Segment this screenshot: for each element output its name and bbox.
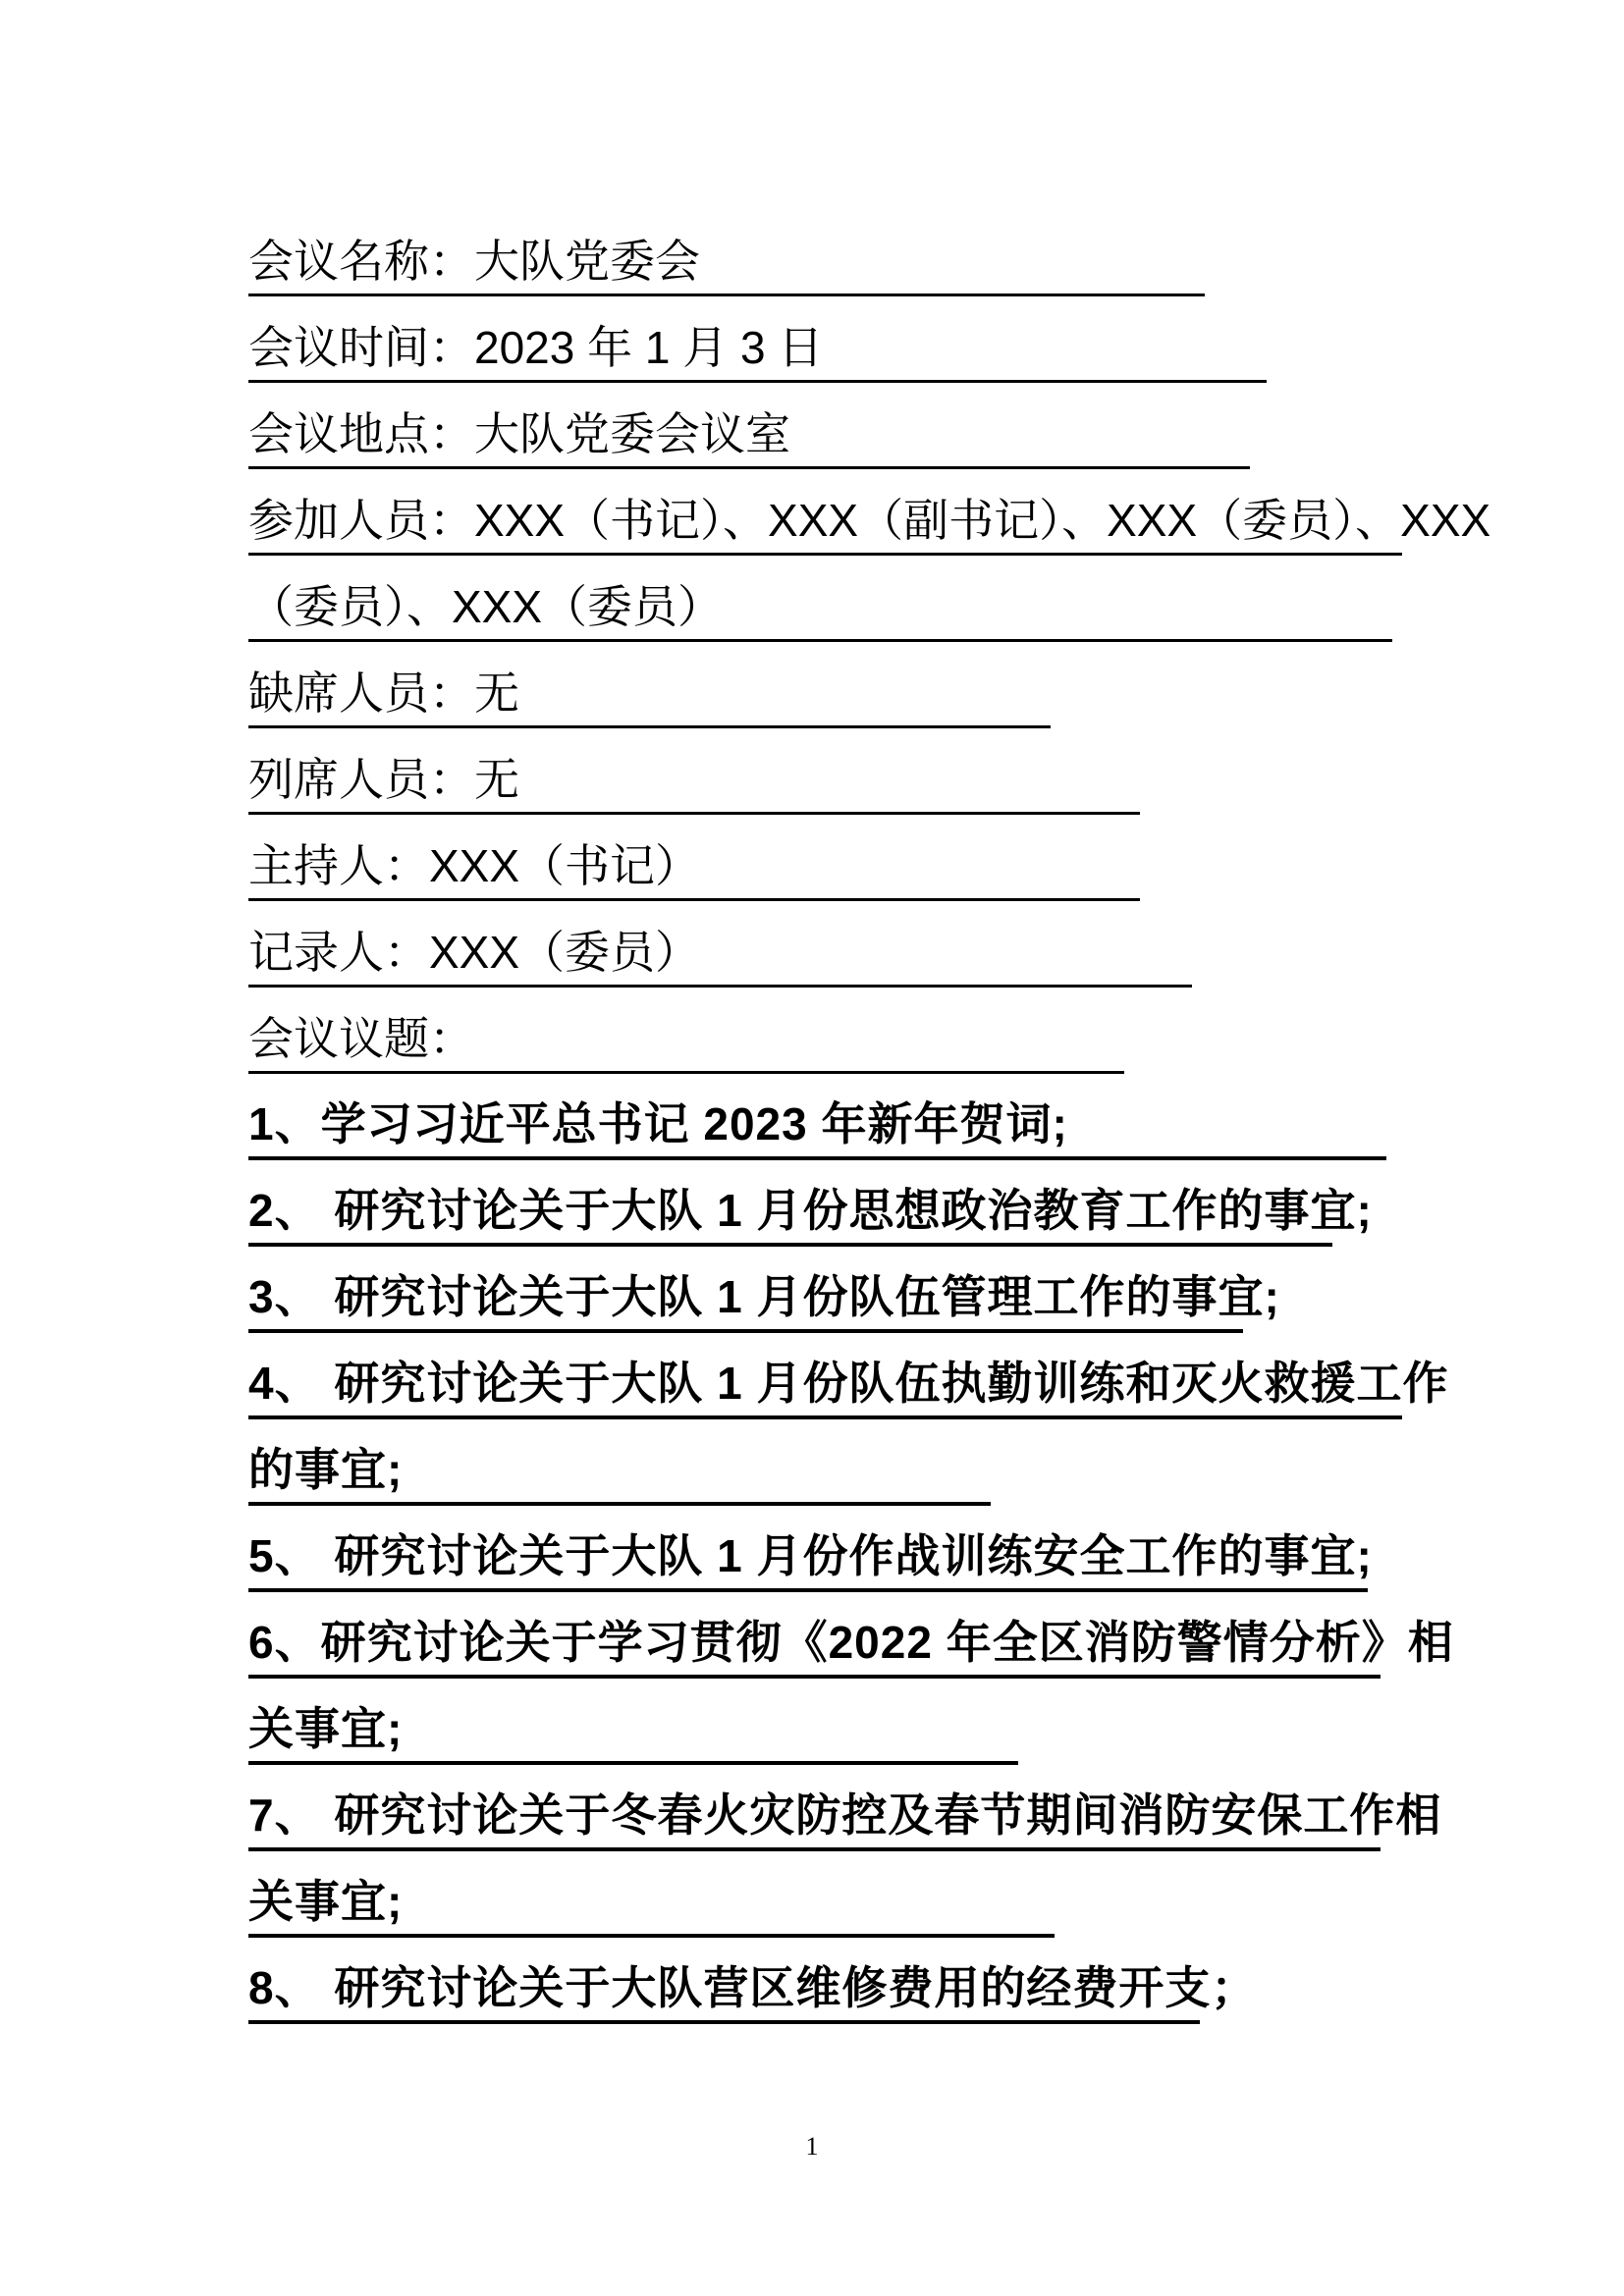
- form-line-text: 会议名称：大队党委会: [248, 237, 1205, 296]
- form-line-text: 7、 研究讨论关于冬春火灾防控及春节期间消防安保工作相: [248, 1790, 1380, 1851]
- form-line-text: （委员）、XXX（委员）: [248, 582, 1392, 642]
- form-line-text: 记录人：XXX（委员）: [248, 928, 1192, 988]
- form-line: [248, 1938, 1486, 2024]
- form-line: [248, 642, 1486, 728]
- form-line-text: 缺席人员：无: [248, 668, 1051, 728]
- page-number: 1: [805, 2132, 819, 2161]
- form-line: [248, 383, 1486, 469]
- form-line: [248, 1765, 1486, 1851]
- form-line-text: 4、 研究讨论关于大队 1 月份队伍执勤训练和灭火救援工作: [248, 1359, 1402, 1419]
- form-line-text: 3、 研究讨论关于大队 1 月份队伍管理工作的事宜;: [248, 1272, 1243, 1333]
- form-line-text: 1、学习习近平总书记 2023 年新年贺词;: [248, 1099, 1386, 1160]
- form-line-text: 主持人：XXX（书记）: [248, 841, 1140, 901]
- meeting-minutes-form: [248, 210, 1491, 2024]
- form-line: [248, 728, 1486, 815]
- form-line: [248, 988, 1486, 1074]
- form-line-text: 会议时间：2023 年 1 月 3 日: [248, 323, 1267, 383]
- form-line: [248, 1160, 1486, 1247]
- form-line: [248, 1679, 1486, 1765]
- form-line: [248, 1851, 1486, 1938]
- form-line-text: 5、 研究讨论关于大队 1 月份作战训练安全工作的事宜;: [248, 1531, 1368, 1592]
- form-line: [248, 1506, 1486, 1592]
- form-line: [248, 1333, 1486, 1419]
- form-line-text: 6、研究讨论关于学习贯彻《2022 年全区消防警情分析》相: [248, 1618, 1380, 1679]
- form-line-text: 关事宜;: [248, 1704, 1018, 1765]
- form-line: [248, 1074, 1486, 1160]
- form-line-text: 列席人员：无: [248, 755, 1140, 815]
- form-line-text: 的事宜;: [248, 1445, 991, 1506]
- form-line: [248, 469, 1491, 556]
- form-line: [248, 296, 1486, 383]
- form-line-text: 8、 研究讨论关于大队营区维修费用的经费开支；: [248, 1963, 1200, 2024]
- form-line: [248, 556, 1486, 642]
- form-line: [248, 1247, 1486, 1333]
- form-line: [248, 1592, 1486, 1679]
- form-line-text: 会议议题：: [248, 1014, 1124, 1074]
- form-line: [248, 1419, 1486, 1506]
- form-line-text: 会议地点：大队党委会议室: [248, 409, 1250, 469]
- form-line: [248, 815, 1486, 901]
- form-line-text: 2、 研究讨论关于大队 1 月份思想政治教育工作的事宜;: [248, 1186, 1332, 1247]
- form-line-text: 关事宜;: [248, 1877, 1055, 1938]
- form-line-text: 参加人员：XXX（书记）、XXX（副书记）、XXX（委员）、XXX: [248, 496, 1402, 556]
- form-line: [248, 210, 1486, 296]
- form-line: [248, 901, 1486, 988]
